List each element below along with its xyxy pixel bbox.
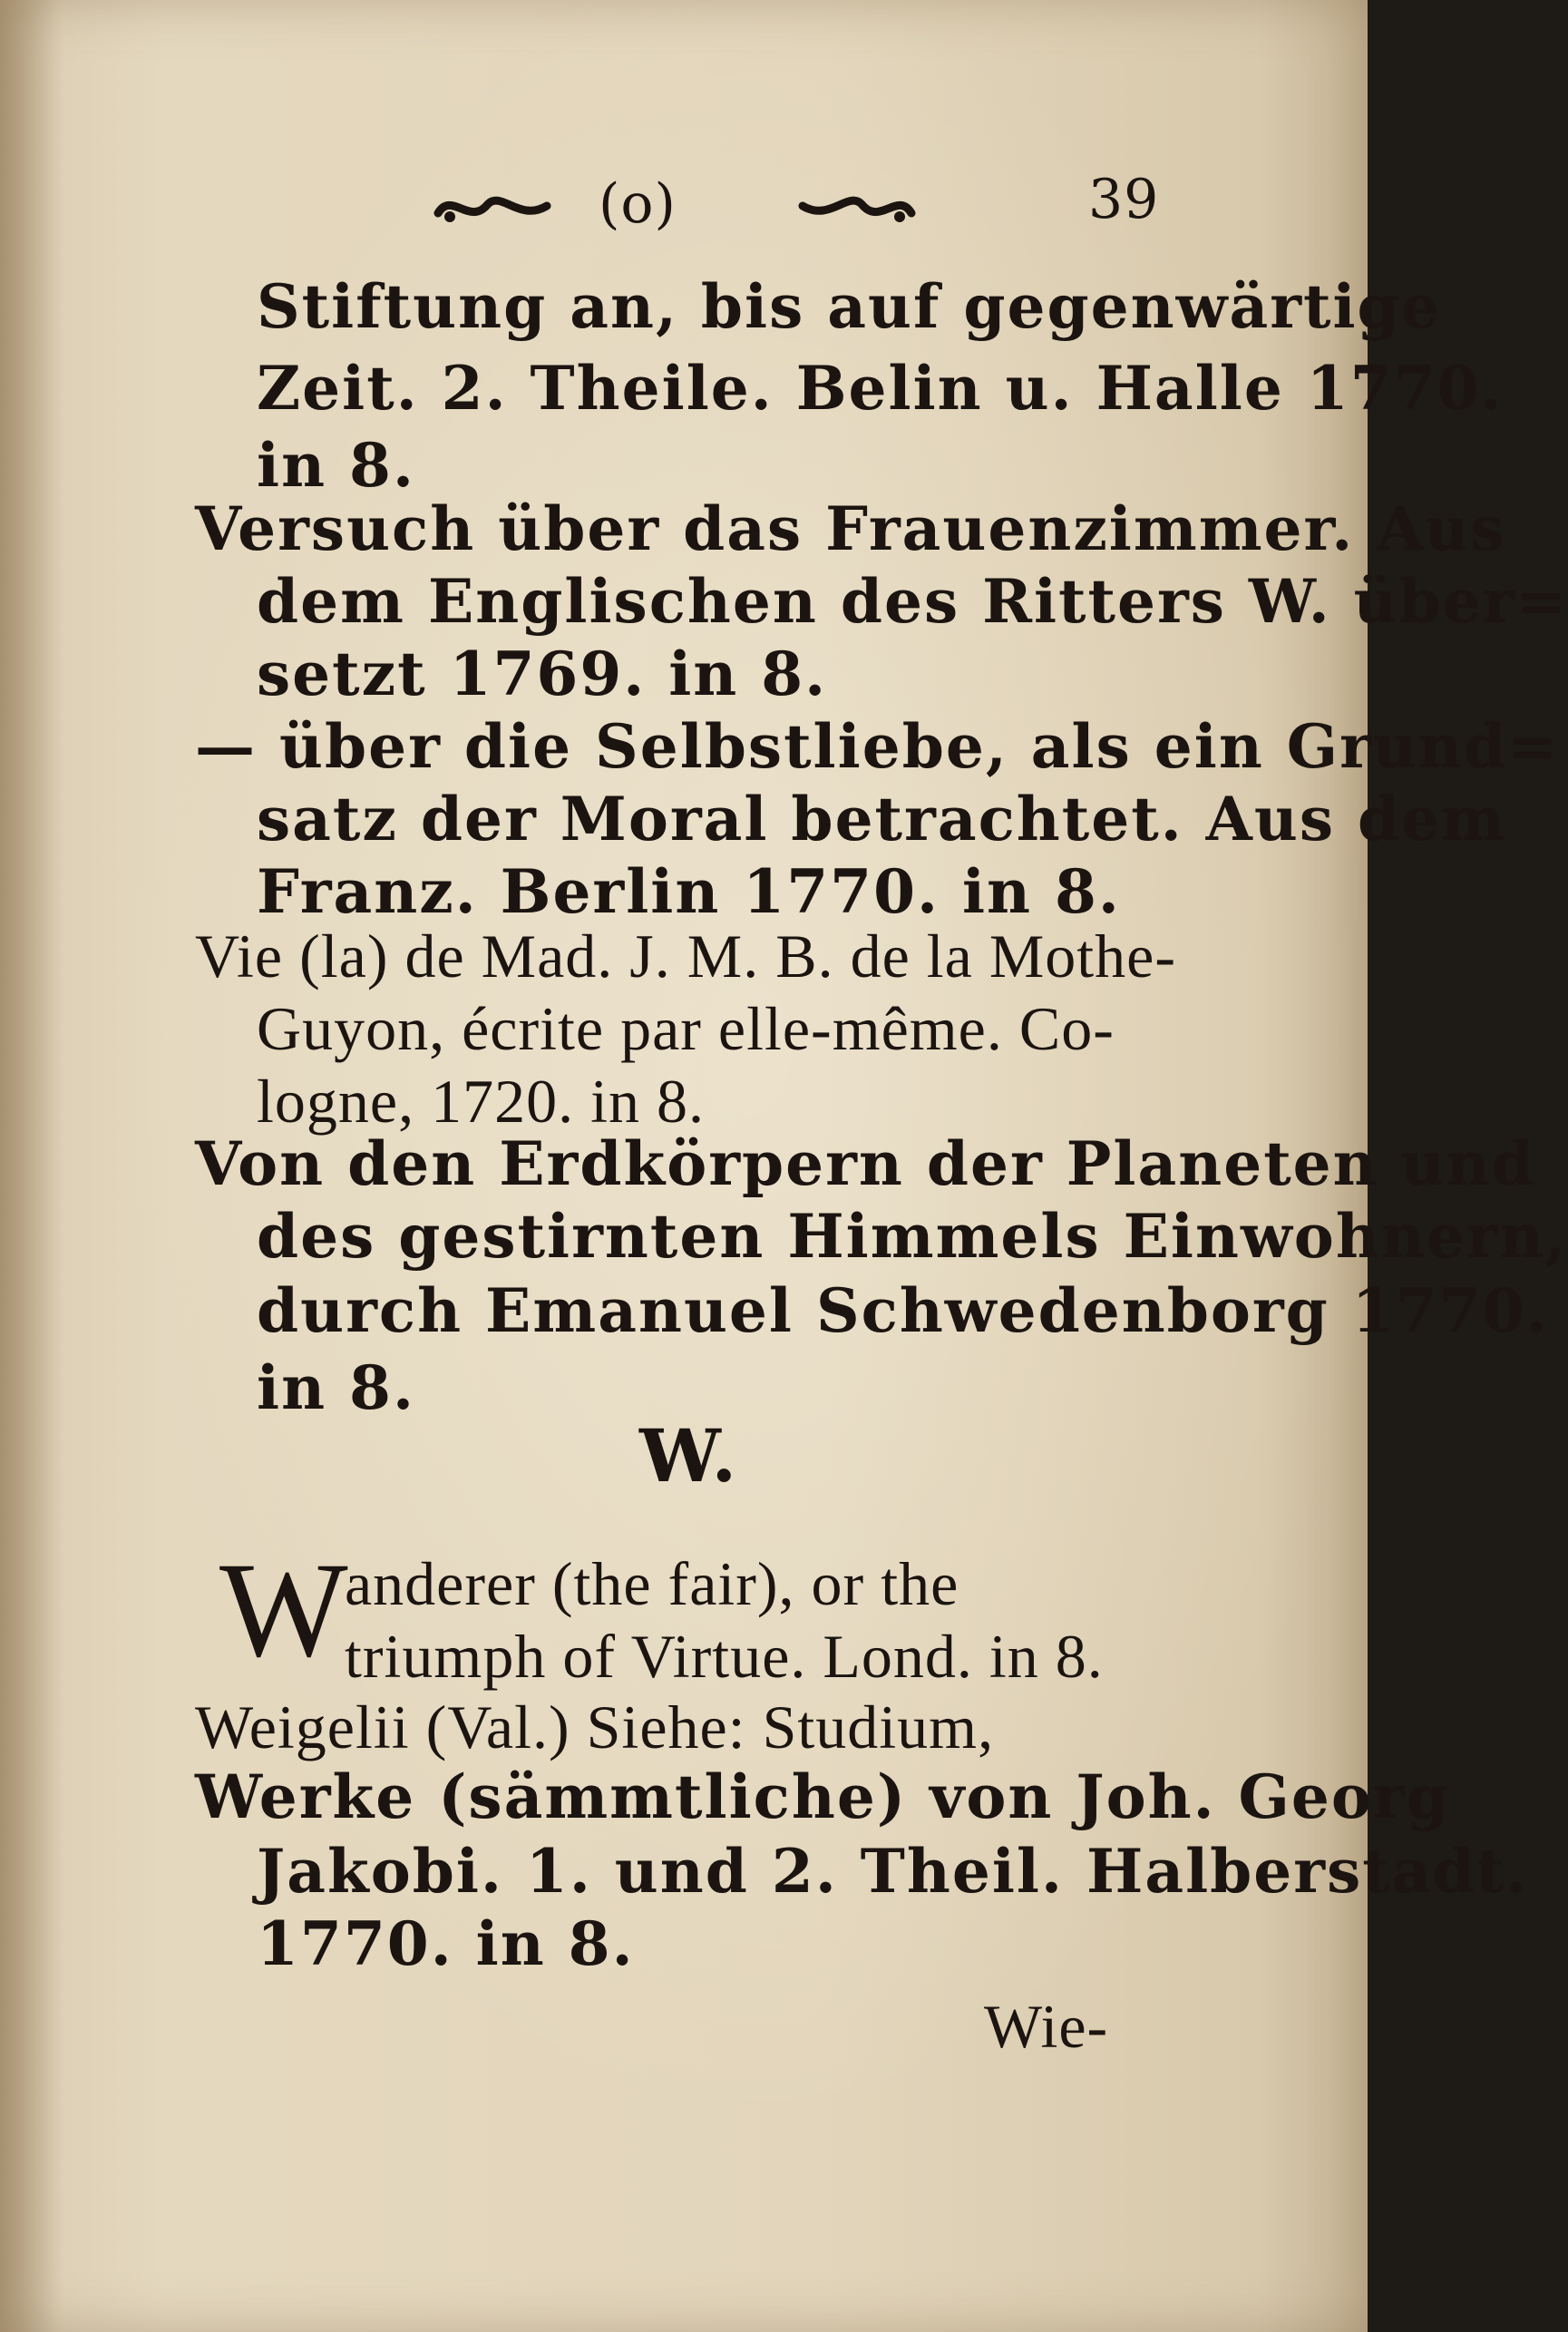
right-ornament-icon [798, 186, 916, 231]
text-line: in 8. [257, 1352, 415, 1423]
text-line: Stiftung an, bis auf gegenwärtige [257, 271, 1441, 342]
catchword: Wie- [984, 1992, 1109, 2061]
text-line: Von den Erdkörpern der Planeten und [195, 1128, 1535, 1199]
text-line: Jakobi. 1. und 2. Theil. Halberstadt. [257, 1836, 1529, 1907]
text-line: — über die Selbstliebe, als ein Grund= [195, 711, 1560, 782]
text-line: Franz. Berlin 1770. in 8. [257, 856, 1121, 927]
header-mark: (o) [599, 172, 677, 236]
text-line: anderer (the fair), or the [345, 1549, 959, 1618]
section-heading: W. [639, 1413, 739, 1498]
drop-cap: W [219, 1535, 348, 1685]
text-line: satz der Moral betrachtet. Aus dem [257, 784, 1506, 854]
page-gutter [0, 0, 63, 2332]
page-number: 39 [1088, 168, 1160, 231]
text-line: durch Emanuel Schwedenborg 1770. [257, 1275, 1549, 1346]
text-line: setzt 1769. in 8. [257, 639, 828, 709]
text-line: Versuch über das Frauenzimmer. Aus [195, 493, 1506, 564]
text-line: Werke (sämmtliche) von Joh. Georg [195, 1761, 1450, 1832]
text-line: Vie (la) de Mad. J. M. B. de la Mothe- [195, 922, 1177, 990]
text-line: in 8. [257, 430, 415, 501]
text-line: Zeit. 2. Theile. Belin u. Halle 1770. [257, 353, 1504, 424]
text-line: des gestirnten Himmels Einwohnern, [257, 1201, 1568, 1272]
text-line: dem Englischen des Ritters W. über= [257, 566, 1568, 637]
text-line: Weigelii (Val.) Siehe: Studium, [195, 1693, 995, 1761]
text-line: Guyon, écrite par elle-même. Co- [257, 994, 1115, 1063]
text-line: triumph of Virtue. Lond. in 8. [345, 1622, 1104, 1691]
left-ornament-icon [433, 186, 551, 231]
text-line: 1770. in 8. [257, 1908, 635, 1979]
text-line: logne, 1720. in 8. [257, 1067, 705, 1136]
